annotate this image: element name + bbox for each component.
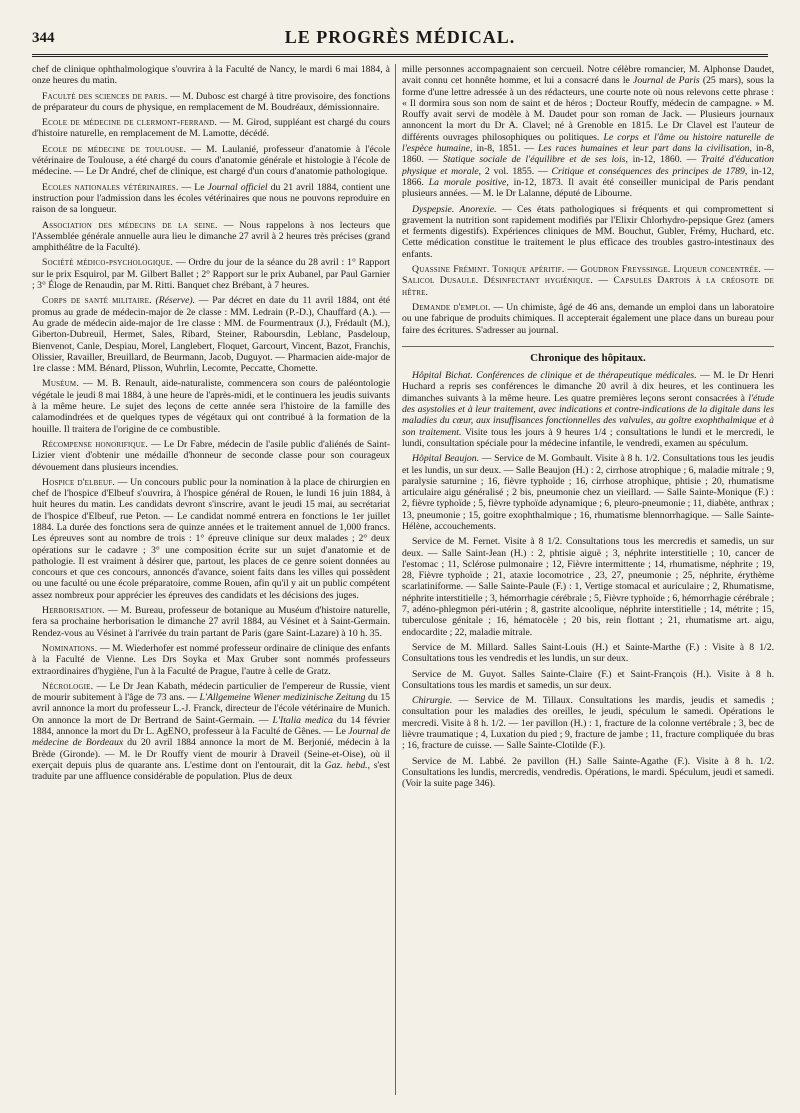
paragraph-text: , in-8, 1851. — bbox=[469, 143, 539, 155]
paragraph-text: — Service de M. Gombault. Visite à 8 h. 1/2. Consultations tous les jeudis et les lundis, un sur deux. — Salle Beaujon (H.) : 2, cirrhose atrophique ; 6, maladie mitrale ; 9, paralysie saturnine ; 16, fièvre typhoïde ; 16, cirrhose atrophique, phtisie ; 20, rhumatisme articulaire aigu généralisé ; 2 bis, pneumonie chez un vieillard. — Salle Sainte-Monique (F.) : 2, fièvre typhoïde ; 5, fièvre typhoïde adynamique ; 6, pleuro-pneumonie ; 11, diabète, anthrax ; 13, pneumonie ; 15, goitre exophthalmique ; 16, rhumatisme blennorrhagique. — Salle Sainte-Hélène, accouchements. bbox=[402, 453, 774, 532]
paragraph-text: , in-12, 1873. Il avait été conseiller municipal de Paris pendant plusieurs années. — M. le Dr Lalanne, député de Libourne. bbox=[402, 176, 774, 200]
paragraph-text: — M. Wiederhofer est nommé professeur ordinaire de clinique des enfants à la Faculté de Vienne. Les Drs Soyka et Max Gruber sont nommés professeurs extraordinaires d'hygiène, l'un à la Faculté de Prague, l'autre à celle de Gratz. bbox=[32, 642, 390, 677]
journal-name: L'Allgemeine Wiener medizinische Zeitung bbox=[199, 692, 366, 704]
journal-name: L'Italia medica bbox=[272, 714, 333, 726]
rubric-label: Ecoles nationales vétérinaires. bbox=[42, 181, 179, 193]
paragraph-text: — M. B. Renault, aide-naturaliste, commencera son cours de paléontologie végétale le jeudi 8 mai 1884, à une heure de l'après-midi, et le continuera les jeudis suivants à la même heure. Le sujet des leçons de cette année sera l'histoire de la famille des calamodindrées et de quelques types de végétaux qui ont contribué à la formation de la houille. Il traitera de l'origine de ce combustible. bbox=[32, 378, 390, 435]
paragraph-text: — Le bbox=[178, 181, 208, 193]
journal-title: LE PROGRÈS MÉDICAL. bbox=[284, 27, 516, 47]
paragraph: Service de M. Millard. Salles Saint-Louis (H.) et Sainte-Marthe (F.) : Visite à 8 1/2. Consultations tous les vendredis et les lundis, un sur deux. bbox=[402, 641, 774, 665]
paragraph-text: du 21 avril 1884, contient une instruction pour l'admission dans les écoles vétérinaires que nous ne pouvons reproduire en raison de sa longueur. bbox=[32, 181, 390, 216]
paragraph-text: , in-12, 1860. — bbox=[625, 154, 702, 166]
paragraph bbox=[32, 144, 390, 178]
paragraph-text: — Le Dr Jean Kabath, médecin particulier de l'empereur de Russie, vient de mourir subitement à l'âge de 73 ans. — bbox=[32, 680, 390, 704]
rubric-label: Chirurgie. bbox=[412, 695, 453, 707]
paragraph: Service de M. Fernet. Visite à 8 1/2. Consultations tous les mercredis et samedis, un sur deux. — Salle Saint-Jean (H.) : 2, phtisie aiguë ; 3, néphrite interstitielle ; 10, cancer de l'estomac ; 11, Sclérose pulmonaire ; 12, Fièvre intermittente ; 14, rhumatisme, néphrite ; 19, 28, Fièvre typhoïde ; 21, ataxie locomotrice , 23, 27, pneumonie ; 25, néphrite, érythème scarlatiniforme. — Salle Sainte-Paule (F.) : 1, Vertige stomacal et auriculaire ; 2, Rhumatisme, néphrite interstitielle ; 3, hémorrhagie cérébrale ; 5, Fièvre typhoïde ; 6, hémorrhagie cérébrale ; 7, adéno-phlegmon péri-utérin ; 8, gastrite alcoolique, néphrite interstitielle ; 14, métrite ; 15, tuberculose génitale ; 16, hématocèle ; 20 bis, rein flottant ; 21, rhumatisme art. aigu, endocardite ; 22, maladie mitrale. bbox=[402, 536, 774, 638]
paragraph bbox=[32, 439, 390, 473]
article-columns bbox=[32, 64, 774, 1095]
right-column bbox=[402, 64, 774, 1095]
paragraph-text: , in-8, 1860. — bbox=[402, 143, 774, 166]
rubric-label: Muséum. bbox=[42, 378, 79, 390]
paragraph-text: du 14 février 1884, annonce la mort du Dr L. AgENO, professeur à la Faculté de Gênes. — Le bbox=[32, 714, 390, 738]
rubric-label: Ecole de médecine de toulouse. bbox=[42, 143, 187, 155]
paragraph bbox=[32, 295, 390, 374]
page-header bbox=[32, 26, 768, 57]
paragraph-text: du 15 avril annonce la mort du professeur L.-J. Franck, directeur de l'école vétérinaire de Munich. On annonce la mort de Dr Bertrand de Saint-Germain. — bbox=[32, 692, 390, 726]
paragraph bbox=[32, 605, 390, 639]
paragraph-text: — Le Dr Fabre, médecin de l'asile public d'aliénés de Saint-Lizier vient d'obtenir une médaille d'honneur de seconde classe pour son courageux dévouement dans plusieurs incendies. bbox=[32, 438, 390, 473]
rubric-label: Hospice d'elbeuf. bbox=[42, 476, 115, 488]
book-title: Traité d'éducation physique et morale bbox=[402, 154, 774, 177]
paragraph: chef de clinique ophthalmologique s'ouvrira à la Faculté de Nancy, le mardi 6 mai 1884, à onze heures du matin. bbox=[32, 64, 390, 87]
paragraph-text: — M. Girod, suppléant est chargé du cours d'histoire naturelle, en remplacement de M. Lamotte, décédé. bbox=[32, 117, 390, 140]
paragraph-text: — M. le Dr Henri Huchard a repris ses conférences le dimanche 20 avril à dix heures, et les continuera les dimanches suivants à la même heure. Les quatre premières leçons seront consacrées à bbox=[402, 370, 774, 404]
rubric-label: Nominations. bbox=[42, 642, 98, 654]
paragraph bbox=[32, 257, 390, 291]
paragraph bbox=[402, 453, 774, 532]
paragraph bbox=[32, 117, 390, 140]
journal-name: Gaz. hebd. bbox=[324, 759, 368, 771]
rubric-label: Ecole de médecine de clermont-ferrand. bbox=[42, 117, 217, 129]
paragraph bbox=[32, 378, 390, 434]
book-title: Statique sociale de l'équilibre et de ses lois bbox=[442, 154, 626, 166]
rubric-label: Association des médecins de la seine. bbox=[42, 219, 218, 231]
rubric-label: Récompense honorifique. bbox=[42, 438, 148, 450]
rubric-label: Herborisation. bbox=[42, 605, 105, 617]
book-title: Les races humaines et leur part dans la civilisation bbox=[538, 143, 750, 155]
book-title: Le corps et l'âme ou histoire naturelle de l'espèce humaine bbox=[402, 131, 774, 155]
paragraph bbox=[32, 220, 390, 254]
paragraph-text: , s'est traduite par une affluence considérable de population. Plus de deux bbox=[32, 759, 390, 783]
paragraph bbox=[402, 370, 774, 449]
journal-name: Journal de Paris bbox=[633, 75, 700, 87]
reserve-note: (Réserve). bbox=[151, 295, 196, 307]
paragraph bbox=[402, 64, 774, 200]
paragraph-text: — M. Bureau, professeur de botanique au Muséum d'histoire naturelle, fera sa prochaine herborisation le dimanche 27 avril 1884, au Vésinet et à Saint-Germain. Rendez-vous au Vésinet à l'arrivée du train partant de Paris (gare Saint-Lazare) à 10 h. 35. bbox=[32, 605, 390, 639]
paragraph-text: — Ordre du jour de la séance du 28 avril : 1° Rapport sur le prix Esquirol, par M. Gilbert Ballet ; 2° Rapport sur le prix Aubanel, par Paul Garnier ; 3° Éloge de Renaudin, par M. Ritti. Banquet chez Brébant, à 7 heures. bbox=[32, 257, 390, 292]
paragraph: Service de M. Guyot. Salles Sainte-Claire (F.) et Saint-François (H.). Visite à 8 h. Consultations tous les mardis et samedis, un sur deux. bbox=[402, 668, 774, 691]
advertisement: Quassine Frémint. Tonique apéritif. — Goudron Freyssinge. Liqueur concentrée. — Salicol Dusaule. Désinfectant hygiénique. — Capsules Dartois à la créosote de hêtre. bbox=[402, 264, 774, 298]
paragraph-text: du 20 avril 1884 annonce la mort de M. Berjonié, médecin à la Brède (Gironde). — M. le Dr Rouffy vient de mourir à Draveil (Seine-et-Oise), où il exerçait depuis plus de quarante ans. L'estime dont on l'entourait, dit la bbox=[32, 737, 390, 771]
paragraph-text: — Nous rappelons à nos lecteurs que l'Assemblée générale annuelle aura lieu le dimanche 27 avril à 2 heures très précises (grand amphithéâtre de la Faculté). bbox=[32, 219, 390, 254]
paragraph bbox=[402, 302, 774, 336]
paragraph-text: — M. Dubosc est chargé à titre provisoire, des fonctions de préparateur du cours de physique, en remplacement de M. Boudréaux, démissionnaire. bbox=[32, 90, 390, 113]
paragraph-text: (25 mars), sous la forme d'une lettre adressée à un des rédacteurs, une courte note où nous relevons cette phrase : « Il dormira sous son nom de saint et de héros ; Docteur Rouffy, médecin de campagne. » M. Rouffy avait servi de modèle à M. Daudet pour son roman de Jack. — Plusieurs journaux annoncent la mort du Dr A. Clavel; né à Grenoble en 1815. Le Dr Clavel est l'auteur de différents ouvrages philosophiques ou politiques. bbox=[402, 75, 774, 143]
paragraph-text: , 2 vol. 1855. — bbox=[478, 165, 552, 177]
column-divider bbox=[395, 64, 396, 1095]
paragraph: Service de M. Labbé. 2e pavillon (H.) Salle Sainte-Agathe (F.). Visite à 8 h. 1/2. Consultations les lundis, mercredis, vendredis. Opérations, le mardi. Spéculum, jeudi et samedi. (Voir la suite page 346). bbox=[402, 755, 774, 790]
page-number: 344 bbox=[32, 30, 55, 46]
rubric-label: Hôpital Beaujon. bbox=[412, 453, 480, 465]
paragraph-text: — Ces états pathologiques si fréquents et qui compromettent si gravement la nutrition sont rapidement modifiés par l'Elixir Chlorhydro-pepsique Grez (amers et ferments digestifs). Expériences cliniques de MM. Bouchut, Gubler, Frémy, Huchard, etc. Cette médication constitue le traitement le plus efficace des troubles gastro-intestinaux des enfants. bbox=[402, 203, 774, 260]
journal-name: Journal officiel bbox=[207, 181, 268, 193]
book-title: La morale positive bbox=[428, 176, 507, 188]
lecture-topic: l'étude des asystolies et à leur traitement, avec indications et contre-indications de la digitale dans les maladies du cœur, aux insuffisances fonctionnelles des valvules, au goître exophthalmique et à son traitement. bbox=[402, 392, 774, 438]
paragraph-text: — M. Laulanié, professeur d'anatomie à l'école vétérinaire de Toulouse, a été chargé du cours d'anatomie générale et histologie à l'école de médecine. — Le Dr André, chef de clinique, est chargé d'un cours d'anatomie pathologique. bbox=[32, 143, 390, 178]
book-title: Critique et conséquences des principes de 1789 bbox=[551, 165, 745, 177]
journal-name: Journal de médecine de Bordeaux bbox=[32, 726, 390, 749]
paragraph-text: mille personnes accompagnaient son cercueil. Notre célèbre romancier, M. Alphonse Daudet, avait connu cet honnête homme, et lui a consacré dans le bbox=[402, 64, 774, 87]
paragraph bbox=[32, 681, 390, 783]
paragraph-text: — Service de M. Tillaux. Consultations les mardis, jeudis et samedis ; consultation pour les maladies des oreilles, le jeudi, spéculum le samedi. Opérations le mercredi. Visite à 8 h. 1/2. — 1er pavillon (H.) : 1, fracture de la colonne vertébrale ; 3, bec de lièvre traumatique ; 4, Luxation du pied ; 9, fracture de jambe ; 11, fracture compliquée du bras ; 16, fracture de cuisse. — Salle Sainte-Clotilde (F.). bbox=[402, 695, 774, 752]
paragraph-text: — Un concours public pour la nomination à la place de chirurgien en chef de l'hospice d'Elbeuf s'ouvrira, à l'hospice général de Rouen, le lundi 16 juin 1884, à huit heures du matin. Les candidats devront s'inscrire, avant le jeudi 15 mai, au secrétariat de l'hospice d'Elbeuf, rue Peton. — Le candidat nommé entrera en fonctions le 1er juillet 1884. La durée des fonctions sera de quinze années et le traitement annuel de 1,000 francs. Les épreuves sont au nombre de trois : 1° épreuve clinique sur deux malades ; 2° deux opérations sur le cadavre ; 3° une composition écrite sur un sujet d'anatomie et de pathologie. Il est vraiment à désirer que, partout, les places de ce genre soient données au concours et que ces concours, annoncés d'avance, soient faits dans les villes qui possèdent ou une faculté ou une école préparatoire, comme Rouen, afin qu'il y ait un public compétent assez nombreux pour apprécier les épreuves des candidats et les décisions des juges. bbox=[32, 476, 390, 601]
paragraph bbox=[32, 643, 390, 677]
paragraph-text: — Par décret en date du 11 avril 1884, ont été promus au grade de médecin-major de 2e classe : MM. Ledrain (P.-D.), Chauffard (A.). — Au grade de médecin aide-major de 1re classe : MM. de Fourmentraux (J.), Frédault (M.), Giberton-Dubreuil, Hermet, Sales, Ribard, Steiner, Raboursdin, Leblanc, Pasdeloup, Bienvenot, Canle, Despiau, Morel, Langlebert, Floquet, Garcourt, Vincent, Bazot, Franchis, Olissier, Ravailler, Breuillard, de Beurmann, Jacob, Duguyot. — Pharmacien aide-major de 1re classe : MM. Bénard, Plisson, Wuhrlin, Lecomte, Peccatte, Chomette. bbox=[32, 295, 390, 375]
paragraph-text: Visite tous les jours à 9 heures 1/4 ; consultations le lundi et le mercredi, le lundi, consultation spéciale pour la médecine infantile, le vendredi, examen au spéculum. bbox=[402, 426, 774, 449]
paragraph-text: — Un chimiste, âgé de 46 ans, demande un emploi dans un laboratoire ou une fabrique de produits chimiques. Il accepterait également une place dans un bureau pour faire des écritures. S'adresser au journal. bbox=[402, 301, 774, 336]
rubric-label: Nécrologie. bbox=[42, 680, 94, 692]
rubric-label: Faculté des sciences de paris. bbox=[42, 90, 168, 102]
left-column bbox=[32, 64, 390, 1095]
rubric-label: Dyspepsie. Anorexie. bbox=[412, 203, 497, 215]
paragraph-text: , in-12, 1866. bbox=[402, 165, 774, 188]
paragraph bbox=[32, 182, 390, 216]
rubric-label: Demande d'emploi. bbox=[412, 301, 491, 313]
rubric-label: Société médico-psychologique. bbox=[42, 257, 173, 269]
paragraph bbox=[32, 477, 390, 601]
paragraph bbox=[32, 91, 390, 114]
paragraph bbox=[402, 695, 774, 751]
paragraph bbox=[402, 204, 774, 260]
rubric-label: Hôpital Bichat. Conférences de clinique et de thérapeutique médicales. bbox=[412, 370, 697, 382]
section-title: Chronique des hôpitaux. bbox=[402, 346, 774, 364]
rubric-label: Corps de santé militaire. bbox=[42, 295, 152, 307]
